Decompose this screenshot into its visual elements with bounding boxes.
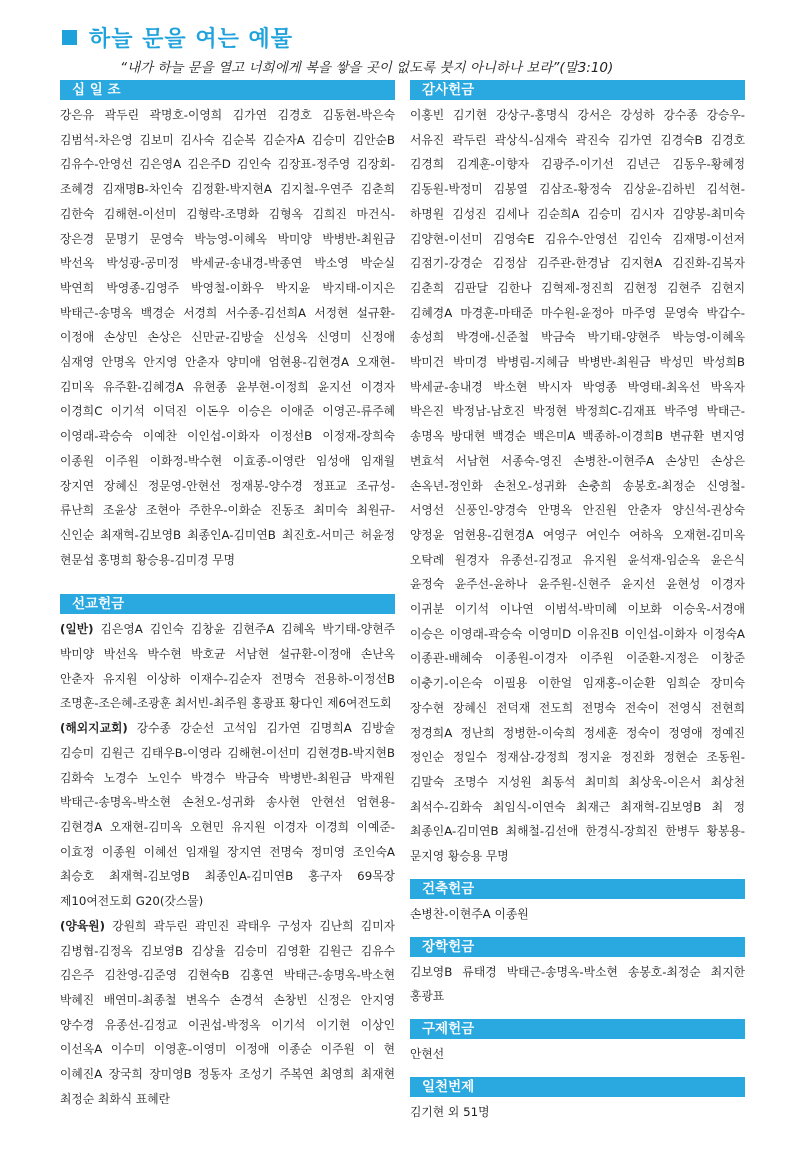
left-column bbox=[60, 80, 395, 1111]
scholarship-header: 장학헌금 bbox=[410, 937, 745, 957]
mission-overseas bbox=[60, 716, 395, 914]
right-column bbox=[410, 80, 745, 1124]
relief-header: 구제헌금 bbox=[410, 1019, 745, 1039]
section-gap bbox=[410, 927, 745, 937]
section-gap bbox=[410, 1009, 745, 1019]
mission-nursery-tag: (양육원) bbox=[60, 918, 105, 933]
thanks-list: 이홍빈 김기현 강상구-홍명식 강서은 강성하 강수종 강승우-서유진 곽두린 곽상식-심재숙 곽진숙 김가연 김경숙B 김경호 김경희 김계훈-이향자 김광주-이기선 김년근 김동우-황혜정 김동원-박정미 김봉열 김삼조-황정숙 김상윤-김하빈 김석현-하명원 김성진 김세나 김순희A 김승미 김시자 김양봉-최미숙 김양현-이선미 김영숙E 김유수-안영선 김인숙 김재명-이선저 김점기-강경순 김정삼 김주관-한경남 김지현A 김진화-김복자 김춘희 김판달 김한나 김혁제-정진희 김현정 김현주 김현지 김혜경A 마경훈-마태준 마수원-윤정아 마주영 문영숙 박갑수-송성희 박경애-신준철 박금숙 박기태-양현주 박능영-이혜옥 박미건 박미경 박병림-지혜금 박병반-최원금 박성민 박성희B 박세균-송내경 박소현 박시자 박영종 박영태-최옥선 박옥자 박은진 박정남-남호진 박정현 박정희C-김재표 박주영 박태근-송명옥 방대현 백경순 백은미A 백종하-이경희B 변규환 변지영 변효석 서남현 서종숙-영진 손병찬-이현주A 손상민 손상은 손옥년-정인화 손천오-성귀화 손충희 송봉호-최정순 신영철-서영선 신풍인-양경숙 안명옥 안진원 안춘자 양신석-권상숙 양정윤 엄현용-김현경A 여영구 여인수 여하옥 오재현-김미옥 오탁례 원경자 유종선-김정교 유지원 윤석재-임순옥 윤은식 윤정숙 윤주선-윤하나 윤주원-신현주 윤지선 윤현성 이경자 이귀분 이기석 이나연 이범석-박미혜 이보화 이승욱-서경애 이승은 이영래-곽승숙 이영미D 이유진B 이인섭-이화자 이정숙A 이종관-배혜숙 이종원-이경자 이주원 이준환-지정은 이창준 이충기-이은숙 이필용 이한얼 임재홍-이순환 임희순 장미숙 장수현 장혜신 전덕재 전도희 전명숙 전숙이 전영식 전현희 정경희A 정난희 정병한-이숙희 정세훈 정숙이 정영애 정예진 정인순 정일수 정재삼-강정희 정지윤 정진화 정현순 조동원-김말숙 조명수 지성원 최동석 최미희 최상욱-이은서 최상천 최석수-김화숙 최임식-이연숙 최재근 최재혁-김보영B 최 정 최종인A-김미연B 최해철-김선애 한경식-장희진 한병두 황봉용-문지영 황승용 무명 bbox=[410, 108, 745, 864]
mission-nursery-list: 강원희 곽두린 곽민진 곽태우 구성자 김난희 김미자 김병협-김정옥 김보영B 김상율 김승미 김영환 김원근 김유수 김은주 김찬영-김준영 김현숙B 김홍연 박태근-송명옥-박소현 박혜진 배연미-최종철 변옥수 손경석 손창빈 신정은 안지영 양수경 유종선-김정교 이권섭-박정옥 이기석 이기현 이상인 이선옥A 이수미 이영훈-이영미 이정애 이종순 이주원 이 현 이혜진A 장국희 장미영B 정동자 조성기 주복연 최영희 최재현 최정순 최화식 표혜란 bbox=[60, 918, 395, 1106]
ilcheon-list: 김기현 외 51명 bbox=[410, 1104, 490, 1119]
mission-overseas-tag: (해외지교회) bbox=[60, 721, 128, 736]
ilcheon-header: 일천번제 bbox=[410, 1077, 745, 1097]
scripture-subtitle: “내가 하늘 문을 열고 너희에게 복을 쌓을 곳이 없도록 붓지 아니하나 보라”(말3:10) bbox=[120, 60, 614, 76]
scholarship-list: 김보영B 류태경 박태근-송명옥-박소현 송봉호-최정순 최지한 홍광표 bbox=[410, 964, 745, 1004]
page-title: 하늘 문을 여는 예물 bbox=[89, 27, 293, 52]
section-gap bbox=[60, 572, 395, 594]
mission-general-list: 김은영A 김인숙 김창윤 김현주A 김혜옥 박기태-양현주 박미양 박선옥 박수현 박호균 서남현 설규환-이정애 손난옥 안춘자 유지원 이상하 이재수-김순자 전명숙 전용하-이정선B 조명훈-조은혜-조광훈 최서빈-최주원 홍광표 황다인 제6여전도회 bbox=[60, 622, 395, 711]
title-row bbox=[62, 22, 293, 53]
tithe-list: 강은유 곽두린 곽명호-이영희 김가연 김경호 김동현-박은숙 김범석-차은영 김보미 김사숙 김순복 김순자A 김승미 김안순B 김유수-안영선 김은영A 김은주D 김인숙 김장표-정주영 김장회-조혜경 김재명B-차인숙 김정환-박지현A 김지철-우연주 김춘희 김한숙 김해현-이선미 김형락-조명화 김형옥 김희진 마건식-장은경 문명기 문영숙 박능영-이혜옥 박미양 박병반-최원금 박선옥 박성광-공미정 박세균-송내경-박종연 박소영 박순실 박연희 박영종-김영주 박영철-이화우 박지윤 박지태-이지은 박태근-송명옥 백경순 서경희 서수종-김선희A 서정현 설규환-이정애 손상민 손상은 신만균-김방술 신성옥 신영미 신정애 심재영 안명옥 안지영 안춘자 양미애 엄현용-김현경A 오재현-김미옥 유주환-김혜경A 유현종 윤부현-이정희 윤지선 이경자 이경희C 이기석 이덕진 이돈우 이승은 이애준 이영곤-류주혜 이영래-곽승숙 이예찬 이인섭-이화자 이정선B 이정재-장희숙 이종원 이주원 이화정-박수현 이효종-이영란 임성애 임재월 장지연 장혜신 정문영-안현선 정재봉-양수경 정표교 조규성-류난희 조윤상 조현아 주한우-이화순 진동조 최미숙 최원규-신인순 최재혁-김보영B 최종인A-김미연B 최진호-서미근 허윤정 현문섭 홍명희 황승용-김미경 무명 bbox=[60, 108, 395, 567]
building-header: 건축헌금 bbox=[410, 879, 745, 899]
title-square-icon bbox=[62, 30, 77, 45]
mission-general-tag: (일반) bbox=[60, 622, 94, 637]
mission-nursery bbox=[60, 914, 395, 1112]
tithe-header: 십 일 조 bbox=[60, 80, 395, 100]
mission-general bbox=[60, 617, 395, 716]
building-list: 손병찬-이현주A 이종원 bbox=[410, 906, 529, 921]
mission-header: 선교헌금 bbox=[60, 594, 395, 614]
section-gap bbox=[410, 869, 745, 879]
mission-overseas-list: 강수종 강순선 고석임 김가연 김명희A 김방술 김승미 김원근 김태우B-이영라 김해현-이선미 김현경B-박지현B 김화숙 노경수 노인수 박경수 박금숙 박병반-최원금 박재원 박태근-송명옥-박소현 손천오-성귀화 송사현 안현선 엄현용-김현경A 오재현-김미옥 오현민 유지원 이경자 이경희 이예준-이효정 이종원 이혜선 임재월 장지연 전명숙 정미영 조인숙A 최승호 최재혁-김보영B 최종인A-김미연B 홍구자 69목장 제10여전도회 G20(갓스물) bbox=[60, 721, 395, 909]
relief-list: 안현선 bbox=[410, 1046, 445, 1061]
section-gap bbox=[410, 1067, 745, 1077]
thanks-header: 감사헌금 bbox=[410, 80, 745, 100]
